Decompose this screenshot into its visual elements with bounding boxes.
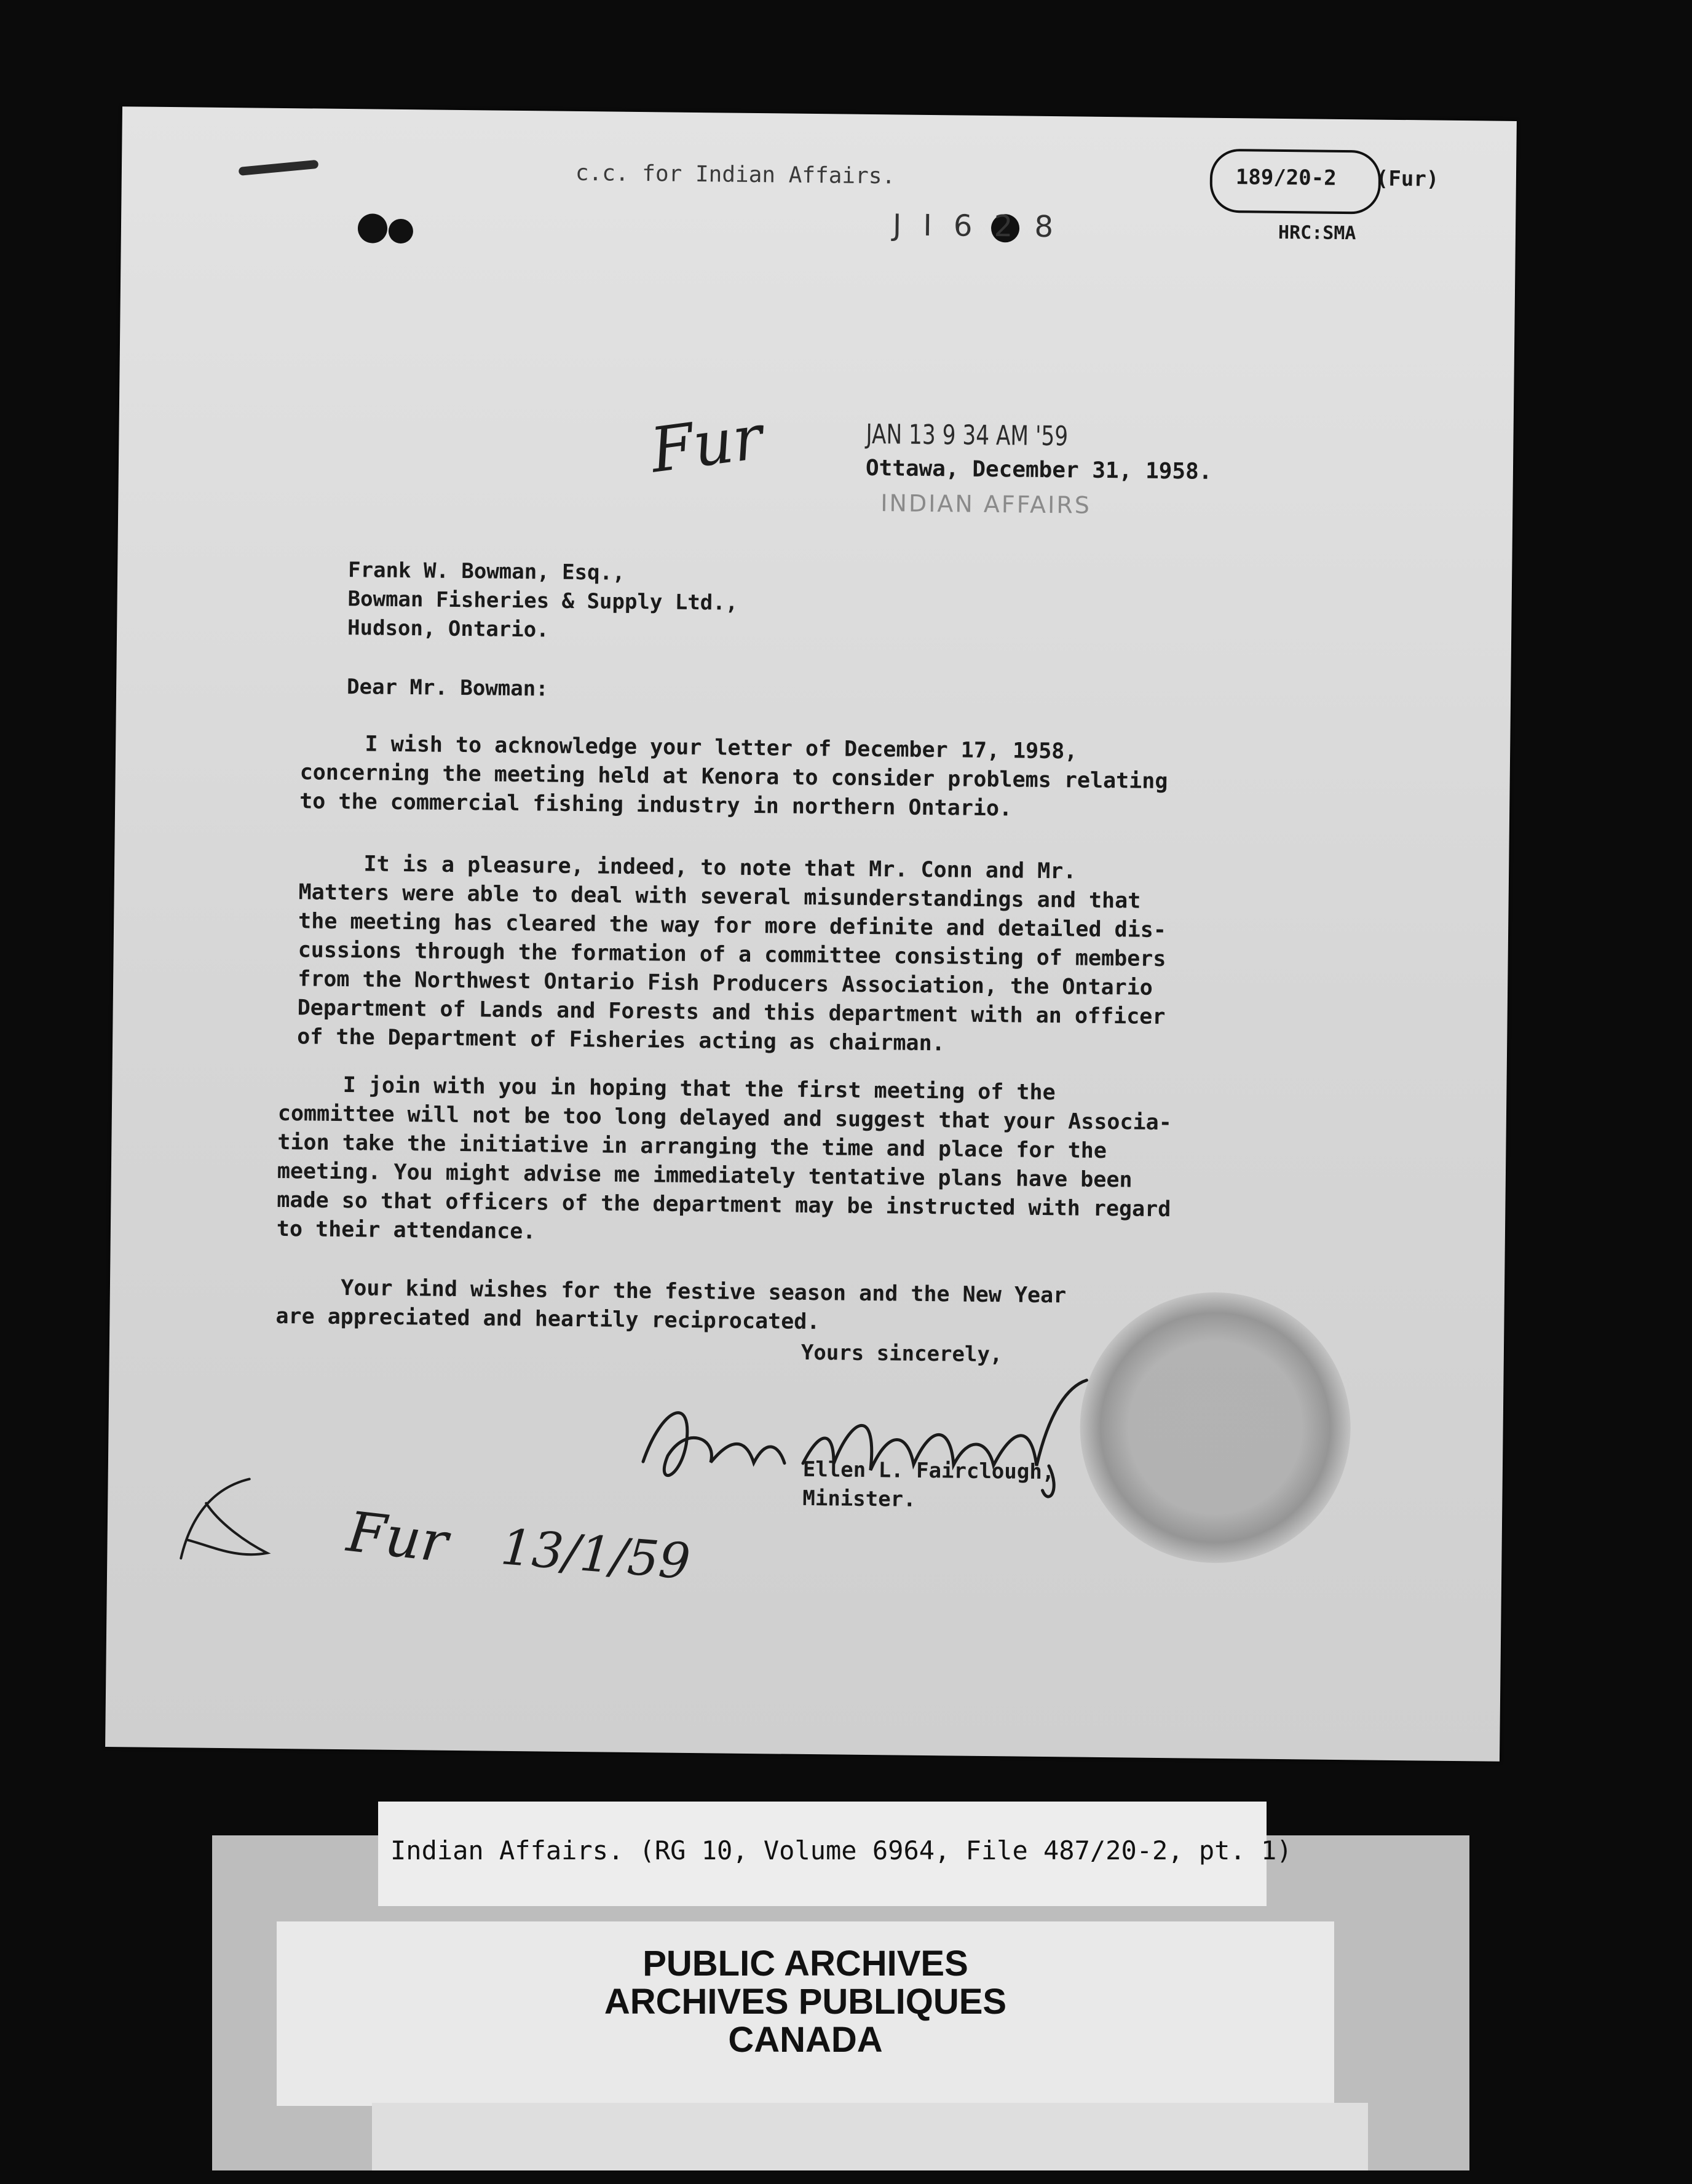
body-paragraph-1: I wish to acknowledge your letter of December 17, 1958, concerning the meeting held at Kenora to consider problems relating to the commercial fishing industry in northern Ontario. — [299, 731, 1168, 821]
recipient-line-3: Hudson, Ontario. — [347, 615, 549, 643]
bottom-strip — [372, 2103, 1368, 2170]
handwritten-date: 13/1/59 — [499, 1518, 693, 1591]
archives-title-en: PUBLIC ARCHIVES — [642, 1944, 968, 1984]
archives-title-fr: ARCHIVES PUBLIQUES — [604, 1982, 1007, 2022]
recipient-line-2: Bowman Fisheries & Supply Ltd., — [347, 587, 738, 615]
body-paragraph-3: I join with you in hoping that the first meeting of the committee will not be too long delayed and suggest that your Associa- tion take the initiative in arranging the time and place for the meeting. You might advise me immediately tentative plans have been made so that officers of the department may be instructed with regard to their attendance. — [276, 1072, 1172, 1244]
punch-hole — [358, 213, 388, 243]
date-line: Ottawa, December 31, 1958. — [865, 455, 1212, 485]
recipient-line-1: Frank W. Bowman, Esq., — [347, 558, 625, 585]
stamp-number: J I 6 2 8 — [892, 208, 1060, 245]
handwritten-fur-note: Fur — [646, 400, 767, 487]
salutation: Dear Mr. Bowman: — [346, 675, 548, 702]
body-paragraph-2: It is a pleasure, indeed, to note that Mr. Conn and Mr. Matters were able to deal with several misunderstandings and that the meeting has cleared the way for more definite and detailed dis- cussions through the formation of a committee consisting of members from the Northwest Ontario Fish Producers Association, the Ontario Department of Lands and Forests and this department with an officer of the Department of Fisheries acting as chairman. — [296, 851, 1167, 1056]
received-office: INDIAN AFFAIRS — [880, 489, 1092, 519]
cc-line: c.c. for Indian Affairs. — [575, 160, 896, 189]
signer-name: Ellen L. Fairclough, — [802, 1457, 1055, 1485]
archive-reference: Indian Affairs. (RG 10, Volume 6964, File 487/20-2, pt. 1) — [390, 1835, 1292, 1866]
ink-smudge — [239, 160, 319, 176]
letter-sheet — [105, 106, 1517, 1762]
file-number: 189/20-2 — [1235, 165, 1337, 191]
handwritten-initials — [168, 1466, 280, 1572]
valediction: Yours sincerely, — [801, 1340, 1003, 1367]
body-paragraph-4: Your kind wishes for the festive season and the New Year are appreciated and heartily reciprocated. — [275, 1275, 1067, 1335]
handwritten-fur-bottom: Fur — [344, 1499, 451, 1576]
signer-title: Minister. — [802, 1486, 916, 1512]
initials: HRC:SMA — [1278, 221, 1356, 245]
punch-hole — [389, 219, 413, 243]
archives-country: CANADA — [728, 2020, 883, 2060]
file-suffix: (Fur) — [1375, 166, 1439, 192]
received-stamp: JAN 13 9 34 AM '59 — [866, 418, 1069, 453]
